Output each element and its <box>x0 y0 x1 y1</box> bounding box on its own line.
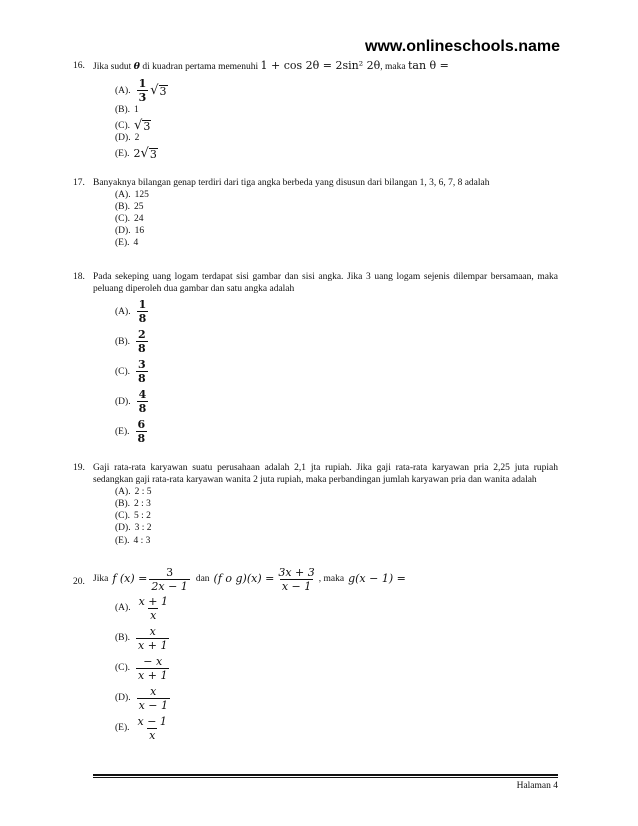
option-c[interactable]: (C). 24 <box>115 214 144 225</box>
option-c[interactable]: (C). $\frac{- x}{x + 1}$ <box>115 655 168 682</box>
site-watermark: www.onlineschools.name <box>365 38 560 55</box>
option-e[interactable]: (E). 4 <box>115 238 139 249</box>
question-stem: Banyaknya bilangan genap terdiri dari tiga angka berbeda yang disusun dari bilangan 1, 3, 6, 7, 8 adalah <box>93 178 490 188</box>
question-ask: g(x − 1) = <box>348 572 406 586</box>
option-e[interactable]: (E). $\frac{6}{8}$ <box>115 418 146 446</box>
question-18 <box>73 271 558 446</box>
option-b[interactable]: (B). 25 <box>115 202 144 213</box>
square-root: √ 3 <box>134 118 151 134</box>
option-c[interactable]: (C). √ 3 <box>115 118 151 134</box>
question-number: 18. <box>73 272 85 282</box>
option-a[interactable]: (A). $\frac{1}{8}$ <box>115 298 147 326</box>
option-b[interactable]: (B). $\frac{2}{8}$ <box>115 328 146 356</box>
fraction: $\frac{x + 1}{x}$ <box>138 595 168 622</box>
option-c[interactable]: (C). 5 : 2 <box>115 511 151 522</box>
footer-divider-thin <box>93 777 558 778</box>
page-number: Halaman 4 <box>516 781 558 791</box>
fraction: $\frac{4}{8}$ <box>138 388 147 416</box>
option-d[interactable]: (D). 16 <box>115 226 145 237</box>
question-stem: Gaji rata-rata karyawan suatu perusahaan adalah 2,1 jta rupiah. Jika gaji rata-rata karyawan pria 2,25 juta rupiah sedangkan gaji rata-rata karyawan wanita 2 juta rupiah, maka perbandingan jumlah karyawan pria dan wanita adalah <box>93 463 558 486</box>
option-d[interactable]: (D). 3 : 2 <box>115 523 152 534</box>
question-stem: Jika sudut θ di kuadran pertama memenuhi 1 + cos 2θ = 2sin² 2θ, maka tan θ = <box>93 59 449 72</box>
option-e[interactable]: (E). 2 √ 3 <box>115 146 157 162</box>
option-e[interactable]: (E). 4 : 3 <box>115 535 151 546</box>
fraction: $\frac{x - 1}{x}$ <box>137 715 167 742</box>
option-e[interactable]: (E). $\frac{x - 1}{x}$ <box>115 715 167 742</box>
question-16 <box>73 59 558 162</box>
question-number: 16. <box>73 61 85 71</box>
question-number: 20. <box>73 577 85 587</box>
fraction: $\frac{2}{8}$ <box>138 328 146 356</box>
option-a[interactable]: (A). $\frac{1}{3}$ √ 3 <box>115 77 167 105</box>
fraction: $\frac{x}{x + 1}$ <box>138 625 168 652</box>
option-b[interactable]: (B). 1 <box>115 105 139 116</box>
option-d[interactable]: (D). 2 <box>115 133 140 144</box>
fraction: $\frac{x}{x - 1}$ <box>138 685 168 712</box>
fraction: $\frac{3}{8}$ <box>138 358 146 386</box>
option-d[interactable]: (D). $\frac{4}{8}$ <box>115 388 147 416</box>
option-a[interactable]: (A). 2 : 5 <box>115 487 152 498</box>
question-17 <box>73 177 558 250</box>
option-d[interactable]: (D). $\frac{x}{x - 1}$ <box>115 685 168 712</box>
question-stem: Pada sekeping uang logam terdapat sisi gambar dan sisi angka. Jika 3 uang logam sejenis dilempar bersamaan, maka peluang diperoleh dua gambar dan satu angka adalah <box>93 272 558 295</box>
fraction: $\frac{- x}{x + 1}$ <box>138 655 168 682</box>
option-b[interactable]: (B). $\frac{x}{x + 1}$ <box>115 625 168 652</box>
footer-divider <box>93 774 558 776</box>
fraction: $\frac{1}{8}$ <box>138 298 147 326</box>
square-root: √ 3 <box>140 146 157 162</box>
question-number: 17. <box>73 178 85 188</box>
option-b[interactable]: (B). 2 : 3 <box>115 499 151 510</box>
option-a[interactable]: (A). 125 <box>115 190 149 201</box>
fraction: $\frac{3x + 3}{x - 1}$ <box>278 566 315 593</box>
question-stem: Jika f (x) = $\frac{3}{2x - 1}$ dan (f o g)(x) = $\frac{3x + 3}{x - 1}$ , maka g(x − 1) = <box>93 566 406 593</box>
question-number: 19. <box>73 463 85 473</box>
option-c[interactable]: (C). $\frac{3}{8}$ <box>115 358 146 386</box>
square-root: √ 3 <box>150 83 167 99</box>
trig-equation: 1 + cos 2θ = 2sin² 2θ <box>260 59 381 72</box>
question-20 <box>73 566 558 742</box>
fraction: $\frac{3}{2x - 1}$ <box>151 566 188 593</box>
option-a[interactable]: (A). $\frac{x + 1}{x}$ <box>115 595 168 622</box>
question-19 <box>73 462 558 547</box>
fraction: $\frac{1}{3}$ <box>138 77 147 105</box>
question-ask: tan θ = <box>408 59 449 72</box>
fraction: $\frac{6}{8}$ <box>137 418 146 446</box>
